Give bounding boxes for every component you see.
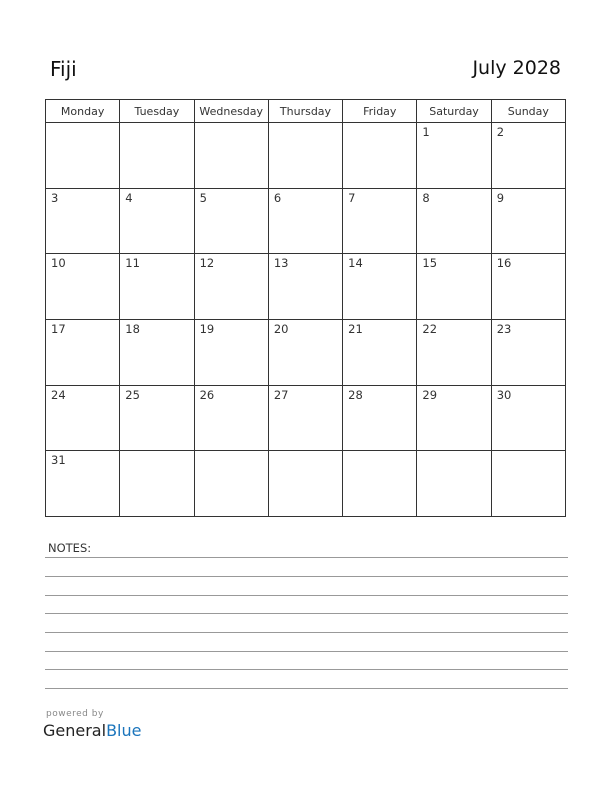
day-number: 3 [51, 190, 59, 205]
day-number [492, 451, 565, 453]
day-number: 21 [348, 321, 363, 336]
day-cell [120, 254, 194, 320]
day-number: 12 [199, 256, 215, 271]
day-cell [343, 385, 417, 451]
day-cell [46, 319, 120, 385]
day-number [417, 451, 490, 453]
day-cell [46, 385, 120, 451]
day-number: 16 [496, 256, 512, 271]
day-cell [120, 188, 194, 254]
country-title: Fiji [50, 57, 77, 81]
weekday-header: Friday [343, 100, 417, 123]
day-cell [491, 319, 565, 385]
day-number: 25 [125, 387, 140, 402]
week-row [46, 385, 566, 451]
weekday-header: Wednesday [194, 100, 268, 123]
day-number: 7 [348, 190, 356, 205]
day-cell [194, 451, 268, 517]
notes-line [45, 613, 568, 614]
day-number: 29 [422, 387, 438, 402]
day-number: 15 [422, 256, 438, 271]
day-cell [343, 451, 417, 517]
powered-by-text: powered by [46, 709, 104, 719]
generalblue-logo[interactable] [43, 721, 141, 740]
week-row [46, 123, 566, 189]
day-cell [268, 123, 342, 189]
day-number [195, 123, 268, 125]
day-number: 31 [51, 453, 66, 468]
day-cell [491, 385, 565, 451]
day-number [120, 451, 193, 453]
day-number [195, 451, 268, 453]
day-cell [46, 188, 120, 254]
day-number: 22 [422, 321, 438, 336]
notes-line [45, 651, 568, 652]
day-number: 4 [125, 190, 133, 205]
notes-line [45, 557, 568, 558]
day-cell [491, 188, 565, 254]
day-cell [417, 123, 491, 189]
day-cell [46, 451, 120, 517]
day-number: 24 [51, 387, 66, 402]
week-row [46, 188, 566, 254]
day-cell [194, 319, 268, 385]
day-number [269, 451, 342, 453]
day-cell [343, 123, 417, 189]
day-number: 27 [273, 387, 289, 402]
weekday-header: Saturday [417, 100, 491, 123]
day-number [46, 123, 119, 125]
day-cell [417, 254, 491, 320]
day-number: 17 [51, 321, 66, 336]
day-cell [268, 188, 342, 254]
day-cell [194, 254, 268, 320]
day-number: 19 [199, 321, 215, 336]
day-number: 23 [496, 321, 512, 336]
day-number: 6 [273, 190, 282, 205]
calendar-grid [45, 99, 566, 517]
day-cell [417, 319, 491, 385]
day-cell [343, 188, 417, 254]
day-number: 30 [496, 387, 512, 402]
day-number: 11 [125, 256, 140, 271]
day-cell [120, 451, 194, 517]
day-number: 9 [496, 190, 505, 205]
logo-general-text: General [43, 721, 107, 740]
day-cell [268, 254, 342, 320]
day-cell [268, 319, 342, 385]
day-number [269, 123, 342, 125]
day-cell [491, 123, 565, 189]
day-cell [417, 385, 491, 451]
notes-line [45, 688, 568, 689]
week-row [46, 319, 566, 385]
day-number: 28 [348, 387, 363, 402]
day-cell [491, 451, 565, 517]
day-cell [120, 123, 194, 189]
day-cell [491, 254, 565, 320]
day-number [343, 123, 416, 125]
day-cell [268, 451, 342, 517]
day-number [120, 123, 193, 125]
notes-line [45, 632, 568, 633]
day-cell [46, 123, 120, 189]
day-number: 2 [496, 125, 505, 139]
week-row [46, 451, 566, 517]
day-cell [194, 123, 268, 189]
day-number: 20 [273, 321, 289, 336]
day-number: 13 [273, 256, 289, 271]
day-cell [343, 254, 417, 320]
notes-line [45, 576, 568, 577]
weekday-header: Tuesday [120, 100, 194, 123]
day-number: 18 [125, 321, 140, 336]
day-number: 1 [422, 125, 430, 139]
logo-blue-text: Blue [106, 721, 142, 740]
day-number: 8 [422, 190, 430, 205]
day-number: 5 [199, 190, 207, 205]
notes-label: NOTES: [48, 541, 92, 555]
day-number: 10 [51, 256, 66, 271]
day-cell [120, 385, 194, 451]
day-cell [194, 188, 268, 254]
weekday-header-row [46, 100, 566, 123]
notes-line [45, 669, 568, 670]
day-number: 14 [348, 256, 363, 271]
day-cell [268, 385, 342, 451]
day-cell [343, 319, 417, 385]
day-cell [417, 188, 491, 254]
day-cell [120, 319, 194, 385]
day-number: 26 [199, 387, 215, 402]
month-year-title: July 2028 [472, 57, 561, 79]
weekday-header: Thursday [268, 100, 342, 123]
week-row [46, 254, 566, 320]
weekday-header: Sunday [491, 100, 565, 123]
day-number [343, 451, 416, 453]
weekday-header: Monday [46, 100, 120, 123]
day-cell [417, 451, 491, 517]
notes-line [45, 595, 568, 596]
day-cell [46, 254, 120, 320]
day-cell [194, 385, 268, 451]
